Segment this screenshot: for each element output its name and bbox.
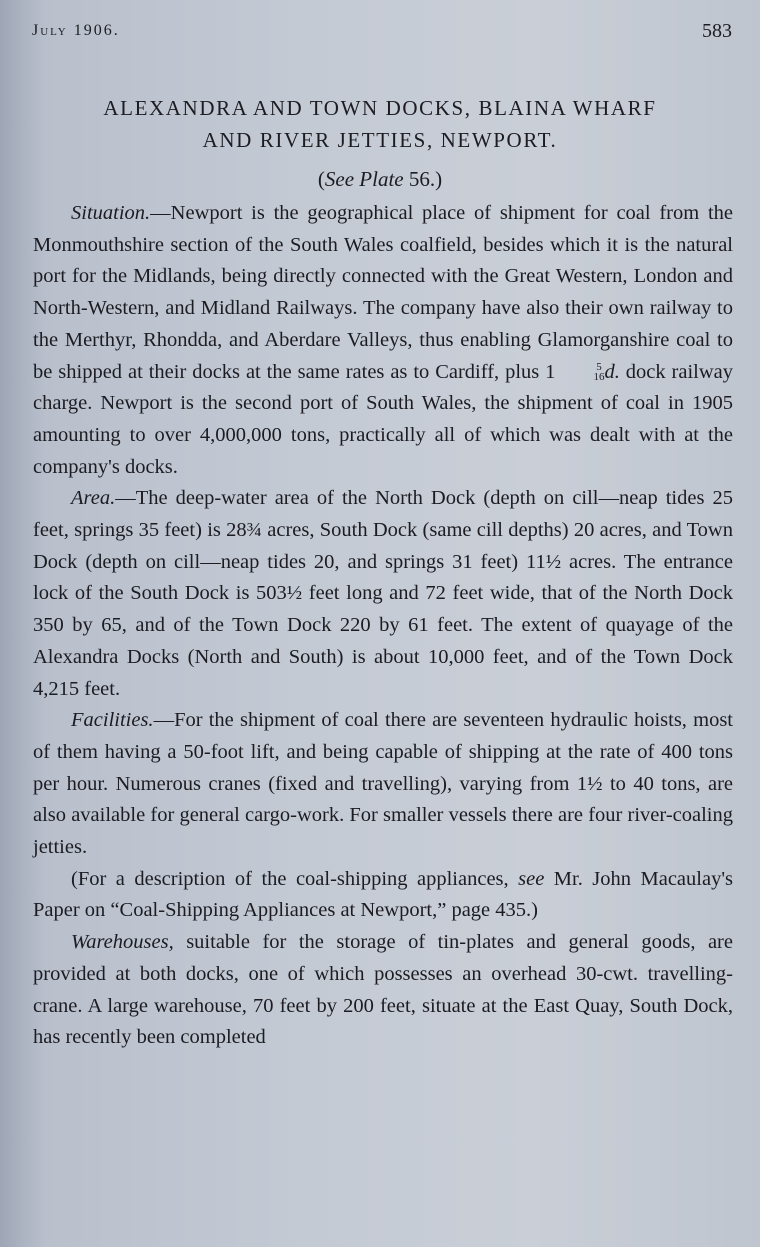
plate-ref-open: (	[317, 167, 325, 191]
heading-facilities: Facilities.	[71, 709, 154, 732]
title-line-1: ALEXANDRA AND TOWN DOCKS, BLAINA WHARF	[103, 96, 657, 120]
heading-situation: Situation.	[71, 202, 151, 224]
article-title	[0, 92, 760, 156]
area-text: —The deep-water area of the North Dock (depth on cill—neap tides 25 feet, springs 35 feet) is 28¾ acres, South Dock (same cill depths) 20 acres, and Town Dock (depth on cill—neap tides 20, and springs 31 feet) 11½ acres. The entrance lock of the South Dock is 503½ feet long and 72 feet wide, that of the North Dock 350 by 65, and of the Town Dock 220 by 61 feet. The extent of quayage of the Alexandra Docks (North and South) is about 10,000 feet, and of the Town Dock 4,215 feet.	[33, 487, 733, 700]
paragraph-facilities	[33, 705, 733, 864]
heading-area: Area.	[71, 487, 116, 510]
heading-warehouses: Warehouses,	[71, 931, 174, 954]
reference-see: see	[518, 867, 545, 890]
reference-text-2: Mr. John Macaulay's Paper on “Coal-Shipping Appliances at Newport,” page 435.)	[33, 867, 733, 922]
fraction-denominator: 16	[593, 370, 605, 383]
page-number: 583	[702, 20, 732, 42]
pence-unit: d.	[604, 360, 620, 383]
fraction-numerator: 5	[596, 360, 602, 373]
body-text	[33, 198, 733, 1054]
situation-text-1: —Newport is the geographical place of shipment for coal from the Monmouthshire section of the South Wales coalfield, besides which it is the natural port for the Midlands, being directly connected with the Great Western, London and North-Western, and Midland Railways. The company have also their own railway to the Merthyr, Rhondda, and Aberdare Valleys, thus enabling Glamorganshire coal to be shipped at their docks at the same rates as to Cardiff, plus 1	[33, 202, 733, 383]
paragraph-reference	[33, 864, 733, 927]
fraction-five-sixteenths	[555, 362, 604, 382]
paragraph-warehouses	[33, 927, 733, 1054]
plate-reference	[0, 167, 760, 192]
title-line-2: AND RIVER JETTIES, NEWPORT.	[202, 128, 558, 152]
running-head	[32, 20, 732, 44]
situation-text-2: dock railway charge. Newport is the second port of South Wales, the shipment of coal in 1905 amounting to over 4,000,000 tons, practically all of which was dealt with at the company's docks.	[33, 360, 733, 478]
reference-text-1: (For a description of the coal-shipping appliances,	[71, 867, 519, 890]
paragraph-area	[33, 483, 733, 705]
plate-ref-number: 56.)	[403, 167, 443, 191]
running-head-date: July 1906.	[32, 22, 120, 39]
warehouses-text: suitable for the storage of tin-plates and general goods, are provided at both docks, one of which possesses an overhead 30-cwt. travelling-crane. A large warehouse, 70 feet by 200 feet, situate at the East Quay, South Dock, has recently been completed	[33, 931, 733, 1049]
facilities-text: —For the shipment of coal there are seventeen hydraulic hoists, most of them having a 50-foot lift, and being capable of shipping at the rate of 400 tons per hour. Numerous cranes (fixed and travelling), varying from 1½ to 40 tons, are also available for general cargo-work. For smaller vessels there are four river-coaling jetties.	[33, 709, 733, 859]
paragraph-situation	[33, 198, 733, 483]
plate-ref-label: See Plate	[324, 167, 404, 191]
